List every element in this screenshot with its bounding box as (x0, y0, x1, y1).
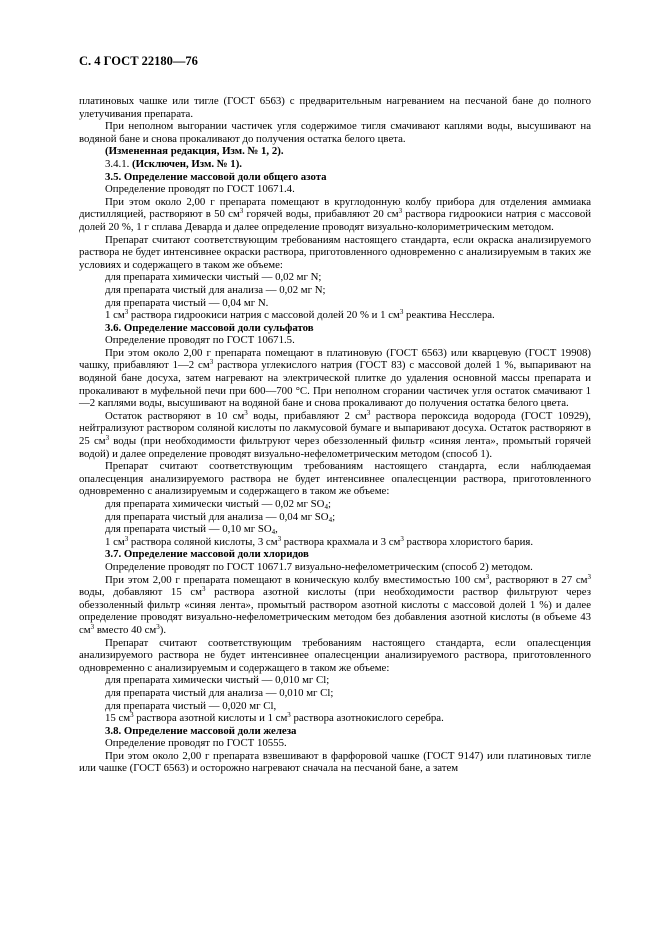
paragraph: Препарат считают соответствующим требованиям настоящего стандарта, если окраска анализируемого раствора не будет интенсивнее окраски раствора, приготовленного одновременно с анализируемым в таких же условиях и содержащего в таком же объеме: (79, 233, 591, 271)
list-item: для препарата чистый — 0,10 мг $SO_4$, (105, 523, 278, 537)
list-item: для препарата химически чистый — 0,02 мг N; (105, 271, 322, 284)
paragraph: платиновых чашке или тигле (ГОСТ 6563) с предварительным нагреванием на песчаной бане до полного улетучивания препарата. (79, 95, 591, 120)
paragraph: При неполном выгорании частичек угля содержимое тигля смачивают каплями воды, высушивают на водяной бане и снова прокаливают до получения остатка белого цвета. (79, 120, 591, 145)
paragraph: Остаток растворяют в 10 $см^3$ воды, прибавляют 2 $см^3$ раствора пероксида водорода (ГОСТ 10929), нейтрализуют раствором соляной кислоты по лакмусовой бумаге и выпаривают досуха. Остаток растворяют в 25 $см^3$ воды (при необходимости фильтруют через обеззоленный фильтр «синяя лента», промытый горячей водой) и далее определение проводят визуально-нефелометрическим методом (способ 1). (79, 408, 591, 460)
list-item: 15 $см^3$ раствора азотной кислоты и 1 $см^3$ раствора азотнокислого серебра. (105, 711, 444, 725)
paragraph: 1 $см^3$ раствора гидроокиси натрия с массовой долей 20 % и 1 $см^3$ реактива Несслера. (105, 308, 495, 322)
paragraph: Определение проводят по ГОСТ 10671.5. (105, 334, 295, 347)
section-heading: 3.7. Определение массовой доли хлоридов (105, 548, 309, 561)
clause-3-4-1: 3.4.1. (Исключен, Изм. № 1). (105, 157, 242, 170)
list-item: для препарата чистый — 0,020 мг Cl, (105, 699, 277, 712)
section-heading: 3.5. Определение массовой доли общего азота (105, 170, 327, 183)
paragraph: Определение проводят по ГОСТ 10671.4. (105, 183, 295, 196)
list-item: для препарата чистый для анализа — 0,04 мг $SO_4$; (105, 510, 336, 524)
amendment-note: (Измененная редакция, Изм. № 1, 2). (105, 145, 284, 158)
paragraph: При этом 2,00 г препарата помещают в коническую колбу вместимостью 100 $см^3$, растворяют в 27 $см^3$ воды, добавляют 15 $см^3$ раствора азотной кислоты (при необходимости раствор фильтруют через обеззоленный фильтр «синяя лента», промытый раствором азотной кислоты с массовой долей 1 %) и далее определение проводят визуально-нефелометрическим методом без добавления азотной кислоты (в объеме 43 $см^3$ вместо 40 $см^3$). (79, 572, 591, 636)
list-item: для препарата чистый для анализа — 0,010 мг Cl; (105, 686, 334, 699)
paragraph: При этом около 2,00 г препарата помещают в круглодонную колбу прибора для отделения аммиака дистилляцией, растворяют в 50 $см^3$ горячей воды, прибавляют 20 $см^3$ раствора гидроокиси натрия с массовой долей 20 %, 1 г сплава Деварда и далее определение проводят визуально-колориметрическим методом. (79, 195, 592, 233)
section-heading: 3.8. Определение массовой доли железа (105, 724, 297, 737)
list-item: для препарата химически чистый — 0,010 мг Cl; (105, 674, 330, 687)
section-heading: 3.6. Определение массовой доли сульфатов (105, 321, 314, 334)
list-item: 1 $см^3$ раствора соляной кислоты, 3 $см^3$ раствора крахмала и 3 $см^3$ раствора хлористого бария. (105, 534, 534, 548)
list-item: для препарата химически чистый — 0,02 мг $SO_4$; (105, 498, 331, 511)
document-body (79, 95, 591, 775)
list-item: для препарата чистый — 0,04 мг N. (105, 296, 269, 309)
paragraph: Препарат считают соответствующим требованиям настоящего стандарта, если опалесценция анализируемого раствора не будет интенсивнее опалесценции анализируемого раствора, приготовленного одновременно с анализируемым и содержащего в таком же объеме: (79, 636, 591, 674)
paragraph: Определение проводят по ГОСТ 10671.7 визуально-нефелометрическим (способ 2) методом. (105, 560, 533, 573)
list-item: для препарата чистый для анализа — 0,02 мг N; (105, 283, 326, 296)
page-header: С. 4 ГОСТ 22180—76 (79, 54, 198, 68)
paragraph: Определение проводят по ГОСТ 10555. (105, 737, 287, 750)
paragraph: Препарат считают соответствующим требованиям настоящего стандарта, если наблюдаемая опалесценция анализируемого раствора не будет интенсивнее опалесценции раствора, приготовленного одновременно с анализируемым и содержащего в таком же объеме: (79, 460, 591, 498)
paragraph: При этом около 2,00 г препарата помещают в платиновую (ГОСТ 6563) или кварцевую (ГОСТ 19908) чашку, прибавляют 1—2 $см^3$ раствора углекислого натрия (ГОСТ 83) с массовой долей 1 %, выпаривают на водяной бане досуха, затем нагревают на электрической плитке до удаления основной массы препарата и прокаливают в муфельной печи при 600—700 °С. При неполном сгорании частичек угля остаток смачивают 1—2 каплями воды, высушивают на водяной бане и снова прокаливают до получения остатка белого цвета. (79, 346, 591, 410)
paragraph: При этом около 2,00 г препарата взвешивают в фарфоровой чашке (ГОСТ 9147) или платиновых тигле или чашке (ГОСТ 6563) и осторожно нагревают сначала на песчаной бане, а затем (79, 749, 591, 775)
